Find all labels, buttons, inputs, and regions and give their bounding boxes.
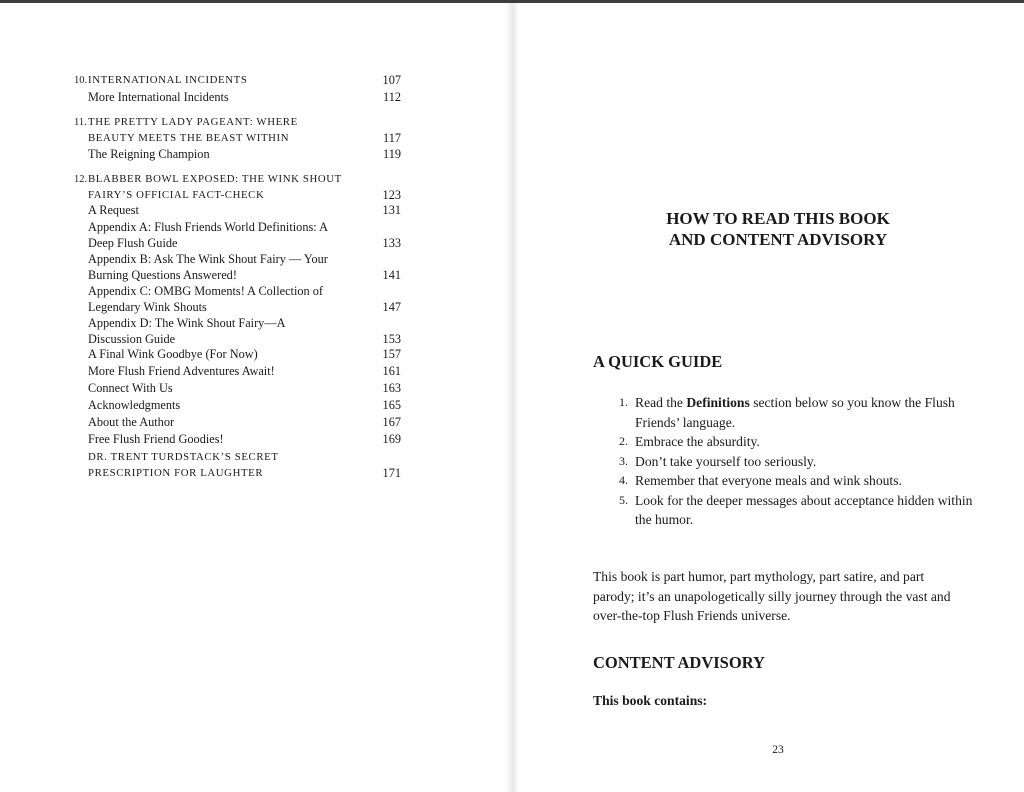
list-number: 5. bbox=[619, 492, 628, 507]
toc-page-number: 112 bbox=[383, 90, 401, 104]
quick-guide-item bbox=[593, 491, 973, 530]
quick-guide-list bbox=[593, 393, 973, 530]
toc-title-line: BLABBER BOWL EXPOSED: THE WINK SHOUT bbox=[88, 173, 342, 185]
page-title-line-1: HOW TO READ THIS BOOK bbox=[666, 209, 890, 228]
quick-guide-item bbox=[593, 432, 973, 452]
toc-title-line: More Flush Friend Adventures Await! bbox=[88, 364, 275, 378]
toc-entry-title bbox=[88, 115, 358, 146]
intro-paragraph: This book is part humor, part mythology, part satire, and part parody; it’s an unapologetically silly journey through the vast and over-the-top Flush Friends universe. bbox=[593, 569, 951, 623]
toc-entry bbox=[0, 73, 511, 89]
toc-title-line: Appendix C: OMBG Moments! A Collection of bbox=[88, 284, 324, 298]
toc-entry-title bbox=[88, 172, 358, 203]
toc-page-number: 157 bbox=[382, 347, 401, 361]
toc-entry bbox=[0, 347, 511, 363]
toc-title-line: INTERNATIONAL INCIDENTS bbox=[88, 74, 248, 86]
toc-title-line: Legendary Wink Shouts bbox=[88, 299, 207, 314]
page-title-line-2: AND CONTENT ADVISORY bbox=[668, 230, 888, 249]
toc-title-line: PRESCRIPTION FOR LAUGHTER bbox=[88, 466, 264, 479]
item-text: Look for the deeper messages about acceptance hidden within the humor. bbox=[635, 492, 973, 527]
item-text-continued: section below so you know the Flush Friends’ language. bbox=[635, 395, 955, 430]
toc-entry-title bbox=[88, 415, 358, 431]
toc-entry bbox=[0, 284, 511, 315]
item-text: Embrace the absurdity. bbox=[635, 434, 760, 449]
toc-chapter-number: 10. bbox=[74, 75, 88, 86]
toc-page-number: 107 bbox=[382, 73, 401, 87]
toc-chapter-number: 11. bbox=[74, 117, 87, 128]
toc-title-line: A Request bbox=[88, 203, 139, 217]
toc-entry bbox=[0, 147, 511, 163]
toc-entry bbox=[0, 432, 511, 448]
toc-entry-title bbox=[88, 316, 358, 347]
page-title bbox=[590, 208, 966, 250]
content-advisory-heading: CONTENT ADVISORY bbox=[593, 653, 765, 672]
toc-title-line: BEAUTY MEETS THE BEAST WITHIN bbox=[88, 131, 290, 144]
toc-page-number: 119 bbox=[383, 147, 401, 161]
quick-guide-item bbox=[593, 471, 973, 491]
toc-page-number: 117 bbox=[383, 130, 401, 145]
list-number: 2. bbox=[619, 434, 628, 448]
toc-entry-title bbox=[88, 364, 358, 380]
toc-title-line: Deep Flush Guide bbox=[88, 235, 178, 250]
toc-entry-title bbox=[88, 450, 358, 481]
toc-entry bbox=[0, 220, 511, 251]
toc-entry bbox=[0, 172, 511, 203]
toc-entry-title bbox=[88, 147, 358, 163]
toc-title-line: A Final Wink Goodbye (For Now) bbox=[88, 347, 258, 361]
toc-page-number: 141 bbox=[382, 267, 401, 282]
toc-entry-title bbox=[88, 284, 358, 315]
toc-page-number: 165 bbox=[382, 398, 401, 412]
toc-page-number: 153 bbox=[382, 331, 401, 346]
toc-entry bbox=[0, 398, 511, 414]
toc-page-number: 123 bbox=[382, 187, 401, 202]
list-number: 1. bbox=[619, 395, 628, 409]
toc-entry bbox=[0, 415, 511, 431]
toc-entry bbox=[0, 316, 511, 347]
toc-entry bbox=[0, 252, 511, 283]
toc-page-number: 163 bbox=[382, 381, 401, 395]
quick-guide-heading: A QUICK GUIDE bbox=[593, 352, 723, 371]
toc-chapter-number: 12. bbox=[74, 174, 88, 185]
toc-title-line: Burning Questions Answered! bbox=[88, 267, 237, 282]
contains-label: This book contains: bbox=[593, 693, 708, 708]
toc-title-line: Free Flush Friend Goodies! bbox=[88, 432, 224, 446]
toc-entry-title bbox=[88, 90, 358, 106]
toc-page-number: 167 bbox=[382, 415, 401, 429]
toc-title-line: Appendix B: Ask The Wink Shout Fairy — Your bbox=[88, 252, 328, 266]
toc-entry bbox=[0, 115, 511, 146]
toc-page-number: 133 bbox=[382, 235, 401, 250]
toc-title-line: About the Author bbox=[88, 415, 175, 429]
toc-title-line: Connect With Us bbox=[88, 381, 173, 395]
toc-title-line: Appendix D: The Wink Shout Fairy—A bbox=[88, 316, 286, 330]
toc-title-line: DR. TRENT TURDSTACK’S SECRET bbox=[88, 451, 279, 463]
toc-page-number: 161 bbox=[382, 364, 401, 378]
toc-page-number: 171 bbox=[382, 465, 401, 480]
item-emphasis: Definitions bbox=[686, 395, 750, 410]
page-number: 23 bbox=[772, 744, 784, 756]
toc-page-number: 131 bbox=[382, 203, 401, 217]
toc-page-number: 169 bbox=[382, 432, 401, 446]
toc-entry-title bbox=[88, 252, 358, 283]
toc-entry-title bbox=[88, 432, 358, 448]
toc-title-line: FAIRY’S OFFICIAL FACT-CHECK bbox=[88, 188, 265, 201]
toc-page-number: 147 bbox=[382, 299, 401, 314]
list-number: 4. bbox=[619, 473, 628, 487]
toc-entry bbox=[0, 203, 511, 219]
quick-guide-item bbox=[593, 452, 973, 472]
toc-title-line: Appendix A: Flush Friends World Definitions: A bbox=[88, 220, 328, 234]
item-text: Don’t take yourself too seriously. bbox=[635, 453, 817, 469]
toc-title-line: THE PRETTY LADY PAGEANT: WHERE bbox=[88, 116, 298, 128]
toc-entry-title bbox=[88, 220, 358, 251]
toc-entry-title bbox=[88, 347, 358, 363]
toc-entry-title bbox=[88, 381, 358, 397]
toc-entry-title bbox=[88, 73, 358, 89]
item-text: Read the bbox=[635, 395, 687, 410]
list-number: 3. bbox=[619, 453, 628, 468]
toc-entry bbox=[0, 364, 511, 380]
toc-entry-title bbox=[88, 398, 358, 414]
toc-title-line: The Reigning Champion bbox=[88, 147, 210, 161]
toc-entry bbox=[0, 381, 511, 397]
toc-entry-title bbox=[88, 203, 358, 219]
toc-entry bbox=[0, 90, 511, 106]
toc-title-line: Acknowledgments bbox=[88, 398, 181, 412]
toc-entry bbox=[0, 450, 511, 481]
toc-title-line: More International Incidents bbox=[88, 90, 229, 104]
toc-title-line: Discussion Guide bbox=[88, 331, 176, 346]
item-text: Remember that everyone meals and wink shouts. bbox=[635, 473, 902, 488]
quick-guide-item bbox=[593, 393, 973, 432]
